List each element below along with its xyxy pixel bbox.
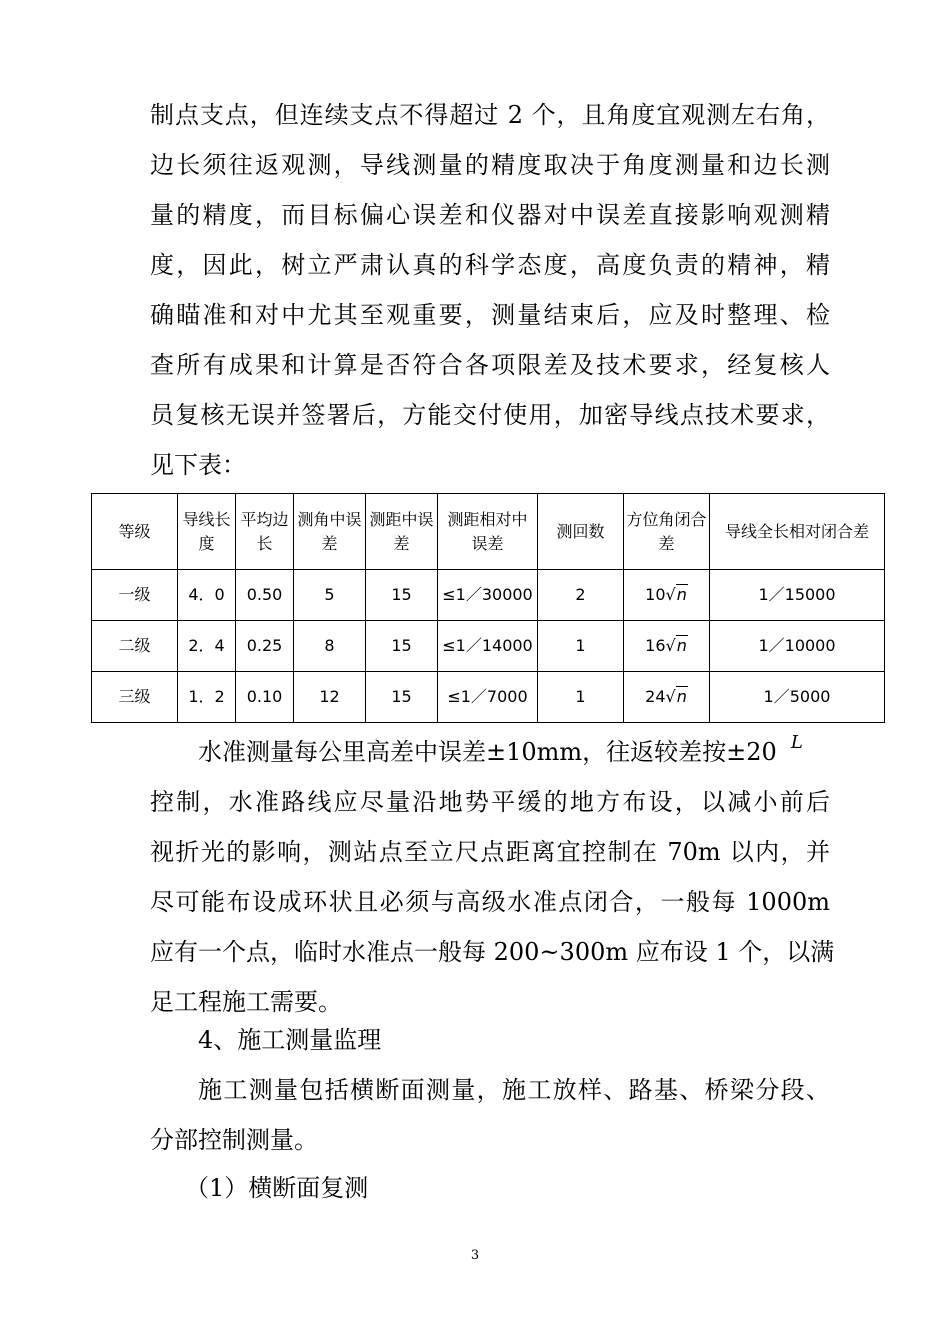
traverse-spec-table (91, 493, 885, 723)
cell-grade: 一级 (92, 570, 178, 621)
text-line: 员复核无误并签署后，方能交付使用，加密导线点技术要求， (150, 401, 830, 429)
header-relative-error: 测距相对中误差 (438, 494, 538, 570)
cell-distance-error: 15 (366, 570, 438, 621)
cell-distance-error: 15 (366, 672, 438, 723)
header-rounds: 测回数 (538, 494, 624, 570)
cell-closure: 1／10000 (710, 621, 885, 672)
table-row (92, 621, 885, 672)
cell-avg-side: 0.50 (236, 570, 294, 621)
text-line: 足工程施工需要。 (150, 988, 342, 1016)
sqrt-variable: n (676, 687, 687, 706)
cell-closure: 1／5000 (710, 672, 885, 723)
sqrt-symbol: √n (665, 636, 687, 655)
construction-survey-paragraph (150, 1065, 830, 1165)
text-line: 应有一个点，临时水准点一般每 200~300m 应布设 1 个，以满 (150, 938, 835, 966)
header-angle-error: 测角中误差 (294, 494, 366, 570)
text-line: 施工测量包括横断面测量，施工放样、路基、桥梁分段、 (198, 1076, 830, 1104)
header-grade: 等级 (92, 494, 178, 570)
sqrt-variable: n (676, 585, 687, 604)
text-line: 查所有成果和计算是否符合各项限差及技术要求，经复核人 (150, 351, 830, 379)
text-line: 确瞄准和对中尤其至观重要，测量结束后，应及时整理、检 (150, 301, 830, 329)
azimuth-coefficient: 24 (645, 687, 666, 706)
text-line-content: 水准测量每公里高差中误差±10mm，往返较差按±20 (198, 738, 777, 766)
cell-azimuth (624, 672, 710, 723)
header-distance-error: 测距中误差 (366, 494, 438, 570)
table-row (92, 672, 885, 723)
section-heading: 4、施工测量监理 (198, 1026, 382, 1054)
cell-angle-error: 5 (294, 570, 366, 621)
text-line (150, 718, 830, 777)
header-length: 导线长度 (178, 494, 236, 570)
cell-grade: 二级 (92, 621, 178, 672)
cell-relative-error: ≤1／7000 (438, 672, 538, 723)
text-line: 量的精度，而目标偏心误差和仪器对中误差直接影响观测精 (150, 201, 830, 229)
sqrt-variable: n (676, 636, 687, 655)
cell-rounds: 1 (538, 621, 624, 672)
azimuth-coefficient: 10 (645, 585, 666, 604)
text-line: 见下表： (150, 451, 246, 479)
leveling-paragraph (150, 718, 835, 1027)
cell-avg-side: 0.10 (236, 672, 294, 723)
cell-grade: 三级 (92, 672, 178, 723)
text-line: 尽可能布设成环状且必须与高级水准点闭合，一般每 1000m (150, 888, 830, 916)
table-row (92, 570, 885, 621)
cell-relative-error: ≤1／14000 (438, 621, 538, 672)
table-header-row (92, 494, 885, 570)
page-number: 3 (470, 1248, 480, 1263)
header-azimuth: 方位角闭合差 (624, 494, 710, 570)
cell-distance-error: 15 (366, 621, 438, 672)
cell-rounds: 1 (538, 672, 624, 723)
header-avg-side: 平均边长 (236, 494, 294, 570)
cell-azimuth (624, 621, 710, 672)
cell-relative-error: ≤1／30000 (438, 570, 538, 621)
cell-length: 1．2 (178, 672, 236, 723)
text-line: 边长须往返观测，导线测量的精度取决于角度测量和边长测 (150, 151, 830, 179)
cell-rounds: 2 (538, 570, 624, 621)
cell-azimuth (624, 570, 710, 621)
cell-closure: 1／15000 (710, 570, 885, 621)
formula-L-symbol: L (790, 732, 803, 753)
cell-avg-side: 0.25 (236, 621, 294, 672)
sqrt-symbol: √n (665, 687, 687, 706)
text-line: 视折光的影响，测站点至立尺点距离宜控制在 70m 以内，并 (150, 838, 830, 866)
azimuth-coefficient: 16 (645, 636, 666, 655)
text-line: 制点支点，但连续支点不得超过 2 个，且角度宜观测左右角， (150, 101, 830, 129)
text-line: 度，因此，树立严肃认真的科学态度，高度负责的精神，精 (150, 251, 830, 279)
subsection-heading: （1）横断面复测 (185, 1174, 369, 1202)
cell-angle-error: 12 (294, 672, 366, 723)
cell-length: 2．4 (178, 621, 236, 672)
cell-length: 4．0 (178, 570, 236, 621)
text-line: 分部控制测量。 (150, 1126, 318, 1154)
sqrt-symbol: √n (665, 585, 687, 604)
cell-angle-error: 8 (294, 621, 366, 672)
header-closure: 导线全长相对闭合差 (710, 494, 885, 570)
intro-paragraph (150, 90, 830, 490)
text-line: 控制，水准路线应尽量沿地势平缓的地方布设，以减小前后 (150, 788, 830, 816)
